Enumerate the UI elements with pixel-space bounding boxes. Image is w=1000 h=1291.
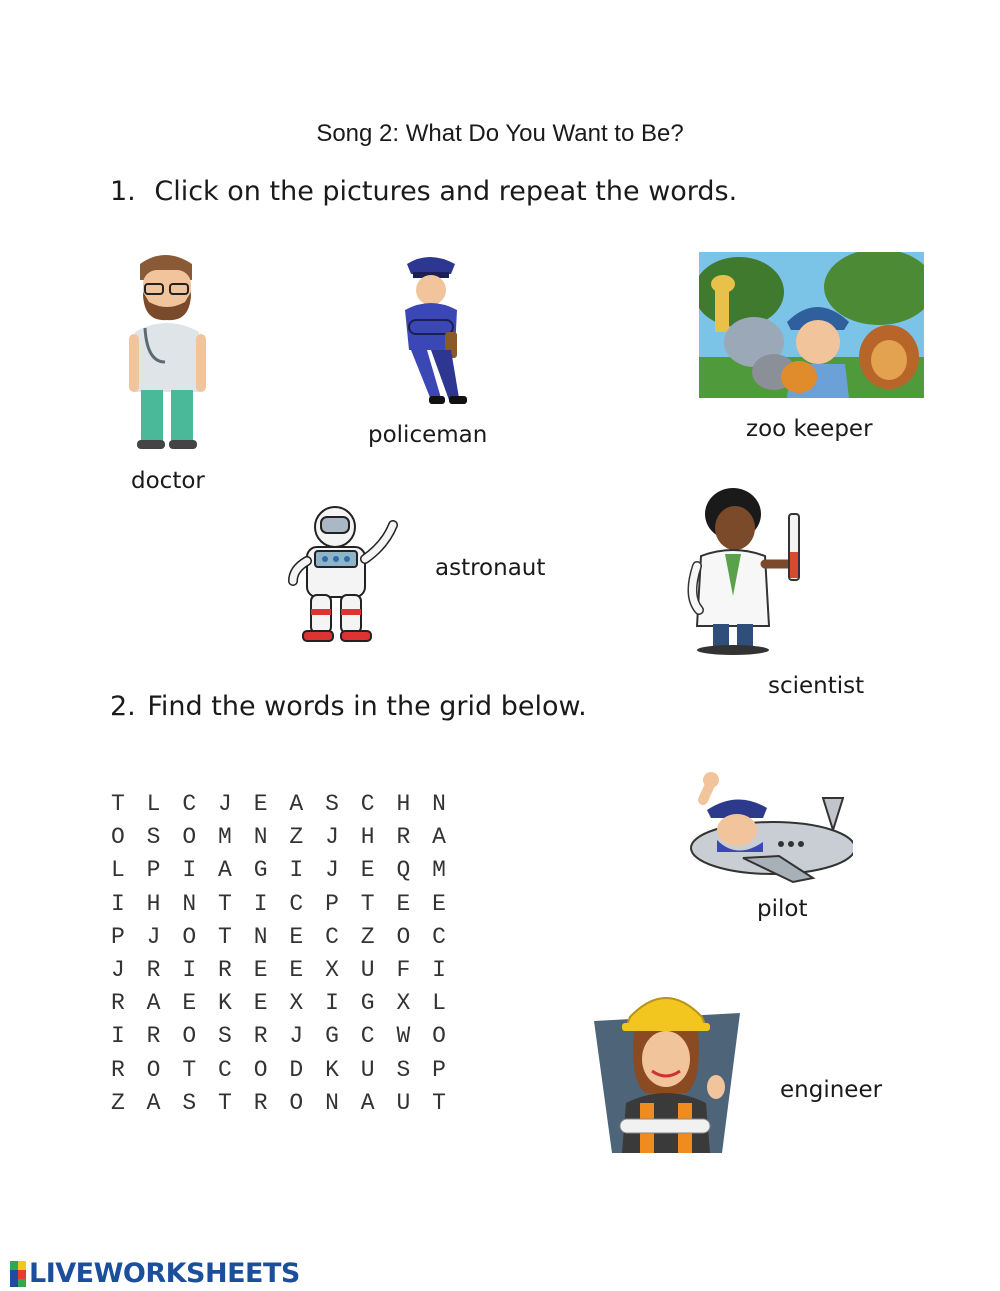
grid-cell[interactable]: N (182, 890, 197, 917)
scientist-picture[interactable] (683, 486, 808, 656)
policeman-label: policeman (368, 422, 488, 448)
grid-cell[interactable]: I (182, 956, 197, 983)
grid-row (100, 821, 457, 854)
liveworksheets-logo[interactable] (10, 1258, 300, 1289)
grid-cell[interactable]: C (218, 1056, 232, 1083)
instruction-1 (110, 176, 737, 207)
grid-cell[interactable]: C (289, 890, 304, 917)
grid-cell[interactable]: R (146, 1023, 161, 1050)
policeman-picture[interactable] (395, 250, 470, 408)
grid-cell[interactable]: H (396, 791, 411, 817)
grid-cell[interactable]: E (432, 890, 446, 917)
grid-cell[interactable]: H (360, 824, 375, 851)
instruction-2 (110, 691, 587, 722)
grid-cell[interactable]: O (182, 923, 197, 950)
grid-cell[interactable]: R (396, 824, 411, 851)
grid-cell[interactable]: O (182, 1023, 197, 1050)
grid-cell[interactable]: E (253, 791, 268, 817)
grid-cell[interactable]: A (146, 990, 161, 1017)
grid-cell[interactable]: I (289, 857, 304, 884)
grid-cell[interactable]: W (396, 1023, 411, 1050)
grid-cell[interactable]: O (182, 824, 197, 851)
grid-row (100, 1054, 457, 1087)
grid-cell[interactable]: X (325, 956, 339, 983)
grid-row (100, 788, 457, 821)
grid-cell[interactable]: E (289, 956, 304, 983)
grid-cell[interactable]: U (396, 1089, 411, 1116)
grid-cell[interactable]: C (360, 1023, 375, 1050)
scientist-label: scientist (768, 673, 865, 699)
grid-cell[interactable]: Z (289, 824, 304, 851)
grid-cell[interactable]: P (325, 890, 339, 917)
grid-cell[interactable]: P (110, 923, 125, 950)
zoo-keeper-label: zoo keeper (746, 416, 873, 442)
instruction-1-number: 1. (110, 176, 136, 207)
grid-cell[interactable]: N (325, 1089, 339, 1116)
grid-cell[interactable]: C (325, 923, 339, 950)
grid-cell[interactable]: A (360, 1089, 375, 1116)
grid-cell[interactable]: A (289, 791, 304, 817)
grid-cell[interactable]: A (218, 857, 232, 884)
grid-cell[interactable]: U (360, 956, 375, 983)
grid-cell[interactable]: E (396, 890, 411, 917)
grid-cell[interactable]: U (360, 1056, 375, 1083)
logo-text: LIVEWORKSHEETS (29, 1258, 300, 1289)
grid-cell[interactable]: K (325, 1056, 339, 1083)
grid-cell[interactable]: X (289, 990, 304, 1017)
grid-cell[interactable]: S (182, 1089, 197, 1116)
doctor-label: doctor (131, 468, 205, 494)
grid-cell[interactable]: T (110, 791, 125, 817)
grid-cell[interactable]: J (146, 923, 161, 950)
astronaut-picture[interactable] (285, 505, 410, 645)
grid-cell[interactable]: J (325, 857, 339, 884)
grid-cell[interactable]: I (110, 890, 125, 917)
grid-cell[interactable]: P (146, 857, 161, 884)
grid-cell[interactable]: K (218, 990, 232, 1017)
grid-cell[interactable]: C (432, 923, 446, 950)
grid-cell[interactable]: G (325, 1023, 339, 1050)
grid-cell[interactable]: G (360, 990, 375, 1017)
engineer-picture[interactable] (590, 983, 743, 1155)
grid-cell[interactable]: F (396, 956, 411, 983)
pilot-label: pilot (757, 896, 808, 922)
grid-cell[interactable]: I (432, 956, 446, 983)
grid-cell[interactable]: Q (396, 857, 411, 884)
grid-cell[interactable]: O (110, 824, 125, 851)
grid-cell[interactable]: T (218, 1089, 232, 1116)
grid-cell[interactable]: E (253, 990, 268, 1017)
grid-cell[interactable]: Z (360, 923, 375, 950)
pilot-picture[interactable] (683, 770, 853, 888)
grid-row (100, 987, 457, 1020)
grid-cell[interactable]: D (289, 1056, 304, 1083)
grid-cell[interactable]: N (253, 923, 268, 950)
grid-cell[interactable]: C (182, 791, 197, 817)
grid-cell[interactable]: T (432, 1089, 446, 1116)
grid-cell[interactable]: G (253, 857, 268, 884)
grid-cell[interactable]: R (253, 1023, 268, 1050)
instruction-2-number: 2. (110, 691, 136, 722)
grid-cell[interactable]: L (432, 990, 446, 1017)
grid-cell[interactable]: E (253, 956, 268, 983)
logo-badge-icon (10, 1261, 26, 1287)
grid-cell[interactable]: J (218, 791, 232, 817)
grid-row (100, 1020, 457, 1053)
grid-cell[interactable]: T (218, 923, 232, 950)
grid-row (100, 954, 457, 987)
grid-cell[interactable]: H (146, 890, 161, 917)
grid-cell[interactable]: S (396, 1056, 411, 1083)
grid-cell[interactable]: P (432, 1056, 446, 1083)
grid-cell[interactable]: R (218, 956, 232, 983)
astronaut-label: astronaut (435, 555, 546, 581)
grid-row (100, 854, 457, 887)
instruction-1-text: Click on the pictures and repeat the words. (154, 176, 738, 207)
grid-cell[interactable]: I (325, 990, 339, 1017)
grid-cell[interactable]: S (146, 824, 161, 851)
grid-cell[interactable]: N (253, 824, 268, 851)
grid-cell[interactable]: I (110, 1023, 125, 1050)
grid-cell[interactable]: E (360, 857, 375, 884)
instruction-2-text: Find the words in the grid below. (147, 691, 587, 722)
grid-cell[interactable]: R (253, 1089, 268, 1116)
grid-cell[interactable]: J (289, 1023, 304, 1050)
grid-cell[interactable]: T (182, 1056, 197, 1083)
grid-cell[interactable]: S (218, 1023, 232, 1050)
grid-cell[interactable]: A (146, 1089, 161, 1116)
zoo-keeper-picture[interactable] (699, 252, 924, 398)
grid-cell[interactable]: L (110, 857, 125, 884)
grid-row (100, 888, 457, 921)
grid-cell[interactable]: O (432, 1023, 446, 1050)
doctor-picture[interactable] (125, 252, 210, 452)
grid-cell[interactable]: M (432, 857, 446, 884)
grid-cell[interactable]: E (182, 990, 197, 1017)
grid-cell[interactable]: T (360, 890, 375, 917)
grid-cell[interactable]: R (110, 1056, 125, 1083)
grid-cell[interactable]: O (289, 1089, 304, 1116)
grid-cell[interactable]: T (218, 890, 232, 917)
grid-cell[interactable]: J (325, 824, 339, 851)
grid-cell[interactable]: J (110, 956, 125, 983)
grid-row (100, 921, 457, 954)
grid-cell[interactable]: I (182, 857, 197, 884)
grid-cell[interactable]: L (146, 791, 161, 817)
grid-cell[interactable]: X (396, 990, 411, 1017)
grid-cell[interactable]: O (396, 923, 411, 950)
word-search-grid (100, 788, 457, 1120)
page-title: Song 2: What Do You Want to Be? (316, 120, 684, 147)
grid-cell[interactable]: R (110, 990, 125, 1017)
grid-row (100, 1087, 457, 1120)
grid-cell[interactable]: O (253, 1056, 268, 1083)
grid-cell[interactable]: C (360, 791, 375, 817)
grid-cell[interactable]: O (146, 1056, 161, 1083)
engineer-label: engineer (780, 1077, 883, 1103)
grid-cell[interactable]: A (432, 824, 446, 851)
grid-cell[interactable]: S (325, 791, 339, 817)
grid-cell[interactable]: N (432, 791, 446, 817)
grid-cell[interactable]: I (253, 890, 268, 917)
grid-cell[interactable]: M (218, 824, 232, 851)
grid-cell[interactable]: E (289, 923, 304, 950)
grid-cell[interactable]: R (146, 956, 161, 983)
grid-cell[interactable]: Z (110, 1089, 125, 1116)
